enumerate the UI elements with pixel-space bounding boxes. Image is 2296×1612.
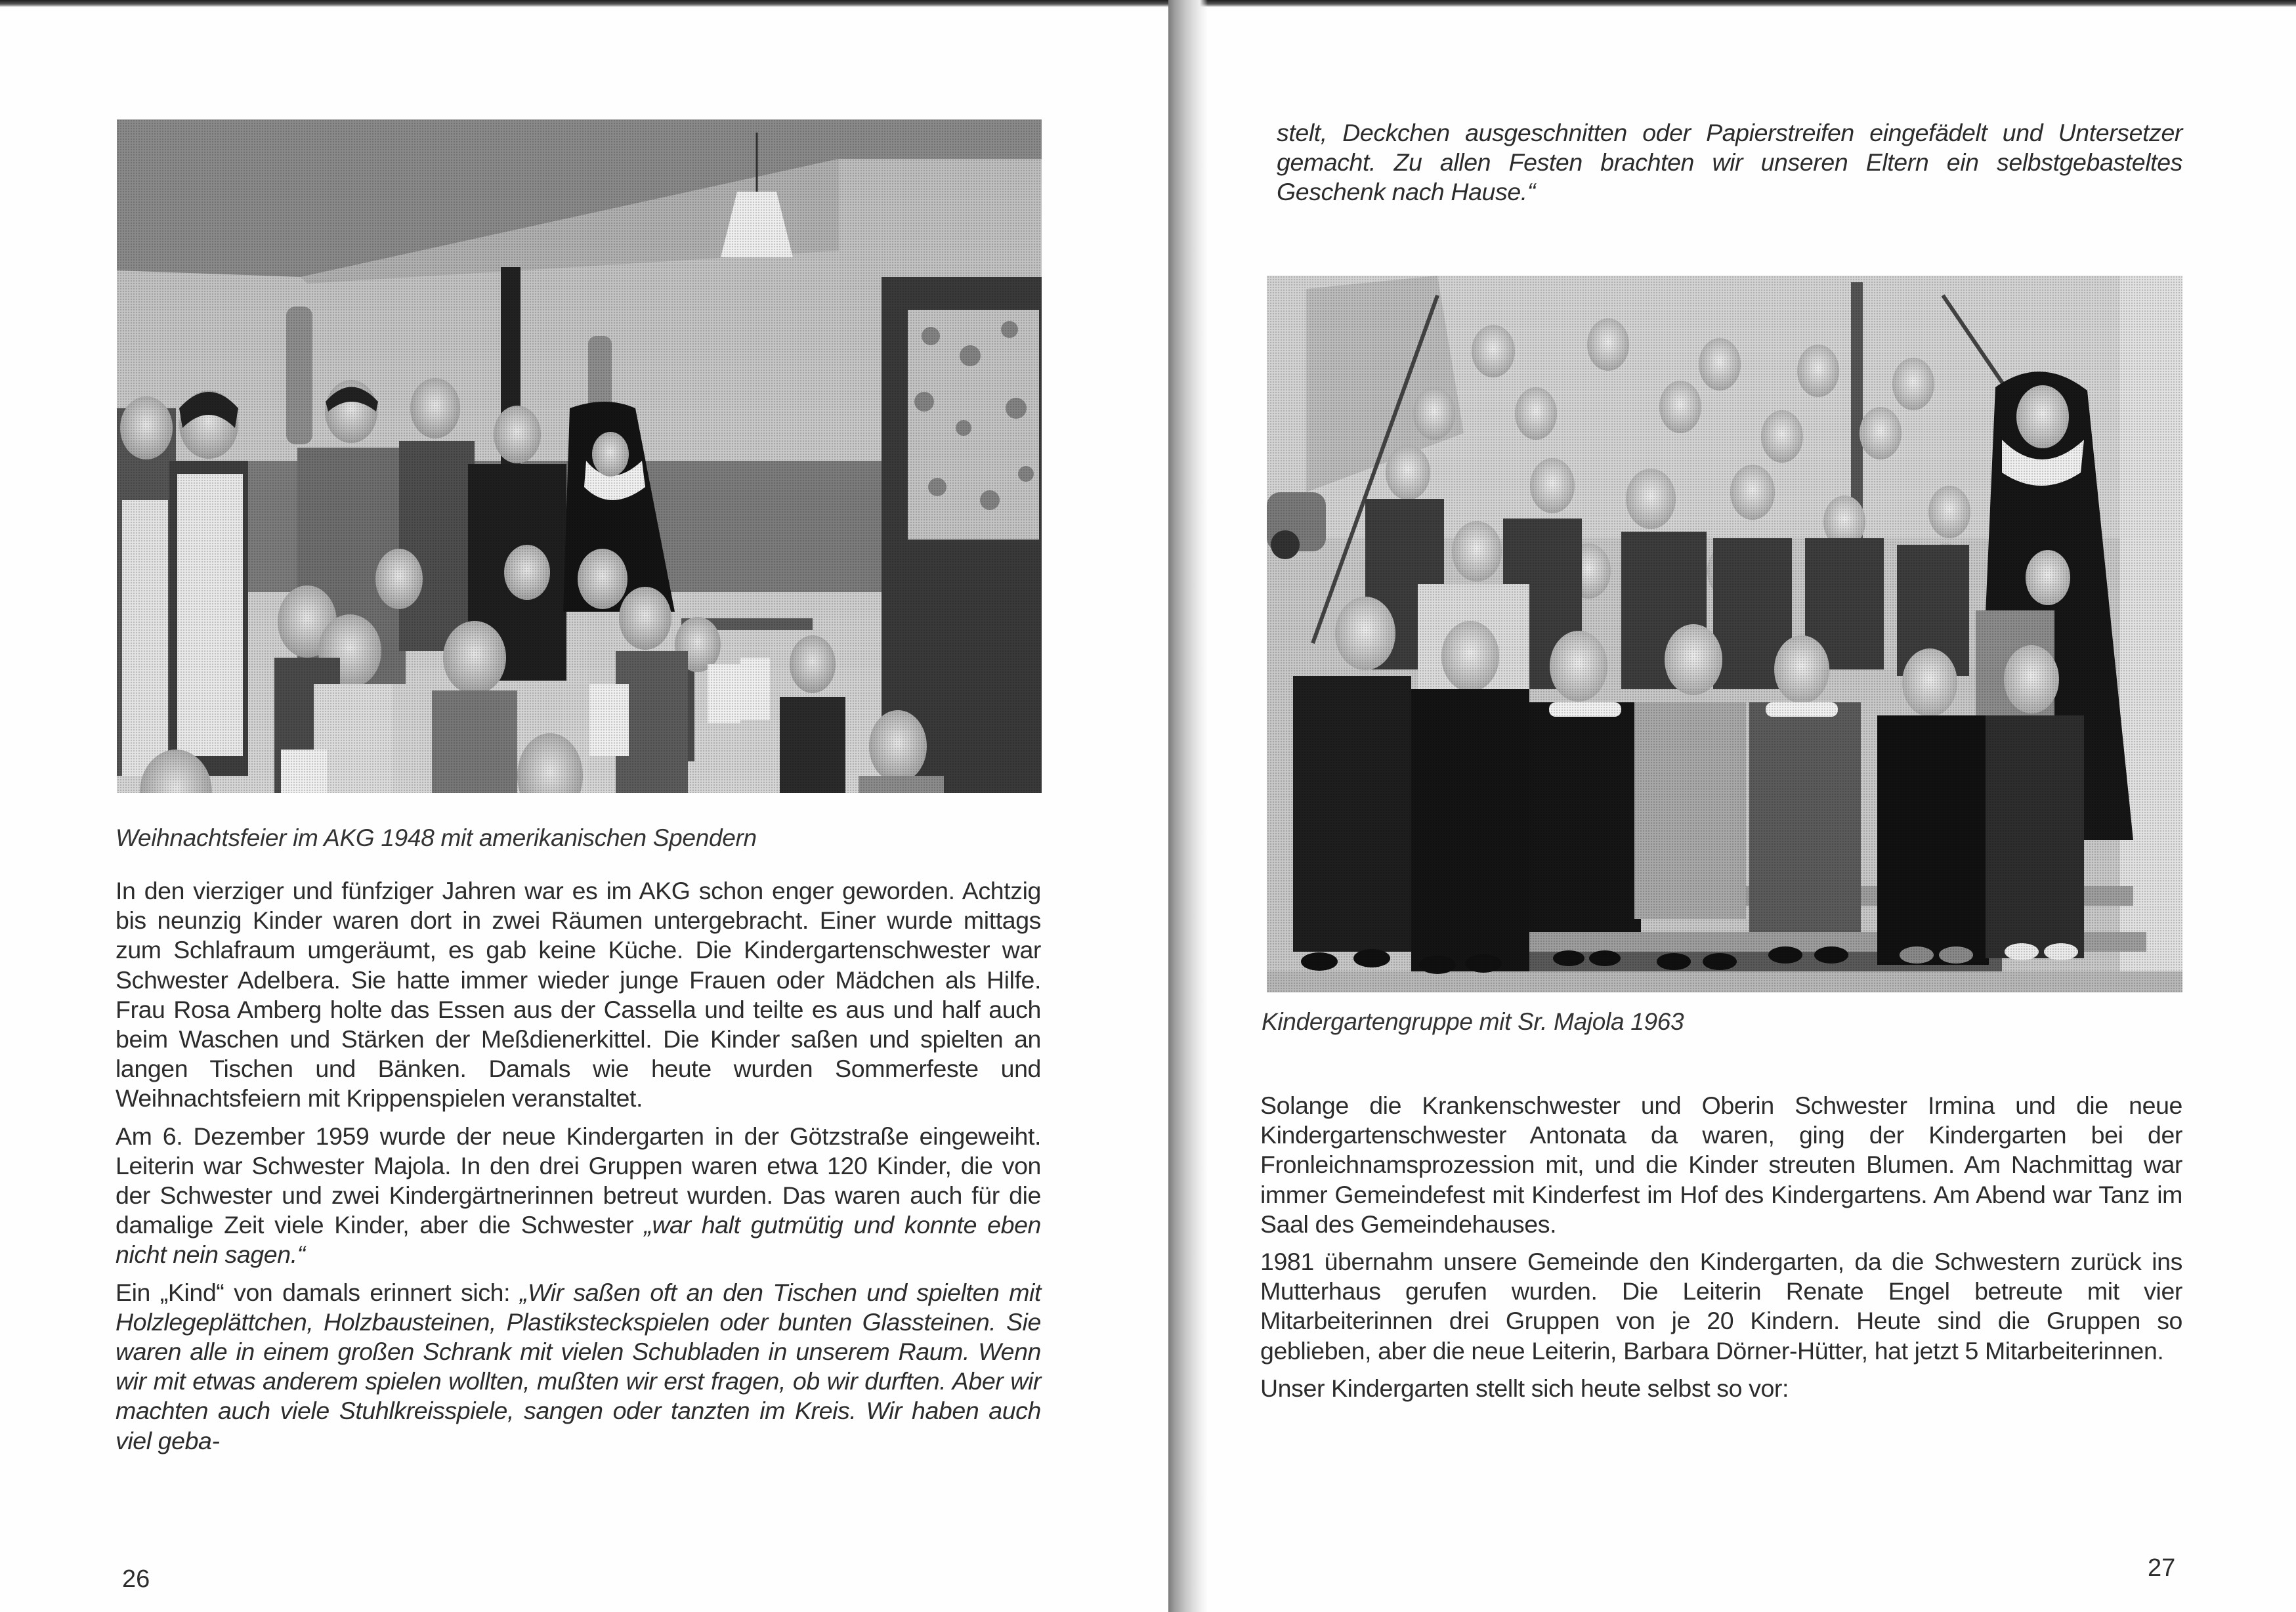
paragraph-child-memory-intro: Ein „Kind“ von damals erinnert sich: [116, 1278, 520, 1306]
christmas-party-photo [117, 119, 1042, 793]
scan-top-edge [0, 0, 2296, 7]
paragraph-self-introduction: Unser Kindergarten stellt sich heute selbst so vor: [1260, 1374, 1789, 1402]
paragraph-new-kindergarten-text: Am 6. Dezember 1959 wurde der neue Kindergarten in der Götzstraße eingeweiht. Leiterin war Schwester Majola. In den drei Gruppen waren etwa 120 Kinder, die von der Schwester und zwei Kindergärtnerinnen betreut wurden. Das waren auch für die damalige Zeit viele Kinder, aber die Schwester [116, 1122, 1041, 1239]
paragraph-1981-takeover: 1981 übernahm unsere Gemeinde den Kindergarten, da die Schwestern zurück ins Mutterhaus gerufen wurden. Die Leiterin Renate Engel betreute mit vier Mitarbeiterinnen drei Gruppen von je 20 Kindern. Heute sind die Gruppen so geblieben, aber die neue Leiterin, Barbara Dörner-Hütter, hat jetzt 5 Mitarbeiterinnen. [1260, 1248, 2182, 1365]
right-photo-caption: Kindergartengruppe mit Sr. Majola 1963 [1262, 1008, 1684, 1035]
right-page-body [1260, 1091, 2182, 1411]
paragraph-new-kindergarten-quote: „war halt gutmütig und konnte eben nicht nein sagen.“ [116, 1211, 1041, 1269]
page-number-left: 26 [122, 1565, 150, 1593]
paragraph-new-kindergarten [116, 1122, 1041, 1270]
christmas-party-photo-image [117, 119, 1042, 793]
left-photo-caption: Weihnachtsfeier im AKG 1948 mit amerikanischen Spendern [116, 824, 757, 851]
book-spine-gutter [1168, 0, 1208, 1612]
continued-quote-text: stelt, Deckchen ausgeschnitten oder Papierstreifen eingefädelt und Untersetzer gemacht. Zu allen Festen brachten wir unseren Eltern ein selbstgebasteltes Geschenk nach Hause.“ [1277, 119, 2182, 206]
left-page-body [116, 876, 1041, 1464]
page-number-right: 27 [2148, 1554, 2176, 1582]
kindergarten-group-photo-image [1267, 276, 2182, 992]
kindergarten-group-photo [1267, 276, 2182, 992]
paragraph-child-memory-quote: „Wir saßen oft an den Tischen und spielten mit Holzlegeplättchen, Holzbausteinen, Plastiksteckspielen oder bunten Glassteinen. Sie waren alle in einem großen Schrank mit vielen Schubladen in unserem Raum. Wenn wir mit etwas anderem spielen wollten, mußten wir erst fragen, ob wir durften. Aber wir machten auch viele Stuhlkreisspiele, sangen oder tanzten im Kreis. Wir haben auch viel geba- [116, 1278, 1041, 1454]
paragraph-procession: Solange die Krankenschwester und Oberin Schwester Irmina und die neue Kindergartenschwester Antonata da waren, ging der Kindergarten bei der Fronleichnamsprozession mit, und die Kinder streuten Blumen. Am Nachmittag war immer Gemeindefest mit Kinderfest im Hof des Kindergartens. Am Abend war Tanz im Saal des Gemeindehauses. [1260, 1092, 2182, 1238]
paragraph-child-memory [116, 1278, 1041, 1456]
right-page-continued-quote [1277, 118, 2182, 215]
paragraph-akg-history: In den vierziger und fünfziger Jahren war es im AKG schon enger geworden. Achtzig bis neunzig Kinder waren dort in zwei Räumen untergebracht. Einer wurde mittags zum Schlafraum umgeräumt, es gab keine Küche. Die Kindergartenschwester war Schwester Adelbera. Sie hatte immer wieder junge Frauen oder Mädchen als Hilfe. Frau Rosa Amberg holte das Essen aus der Cassella und teilte es aus und half auch beim Waschen und Stärken der Meßdienerkittel. Die Kinder saßen und spielten an langen Tischen und Bänken. Damals wie heute wurden Sommerfeste und Weihnachtsfeiern mit Krippenspielen veranstaltet. [116, 877, 1041, 1113]
